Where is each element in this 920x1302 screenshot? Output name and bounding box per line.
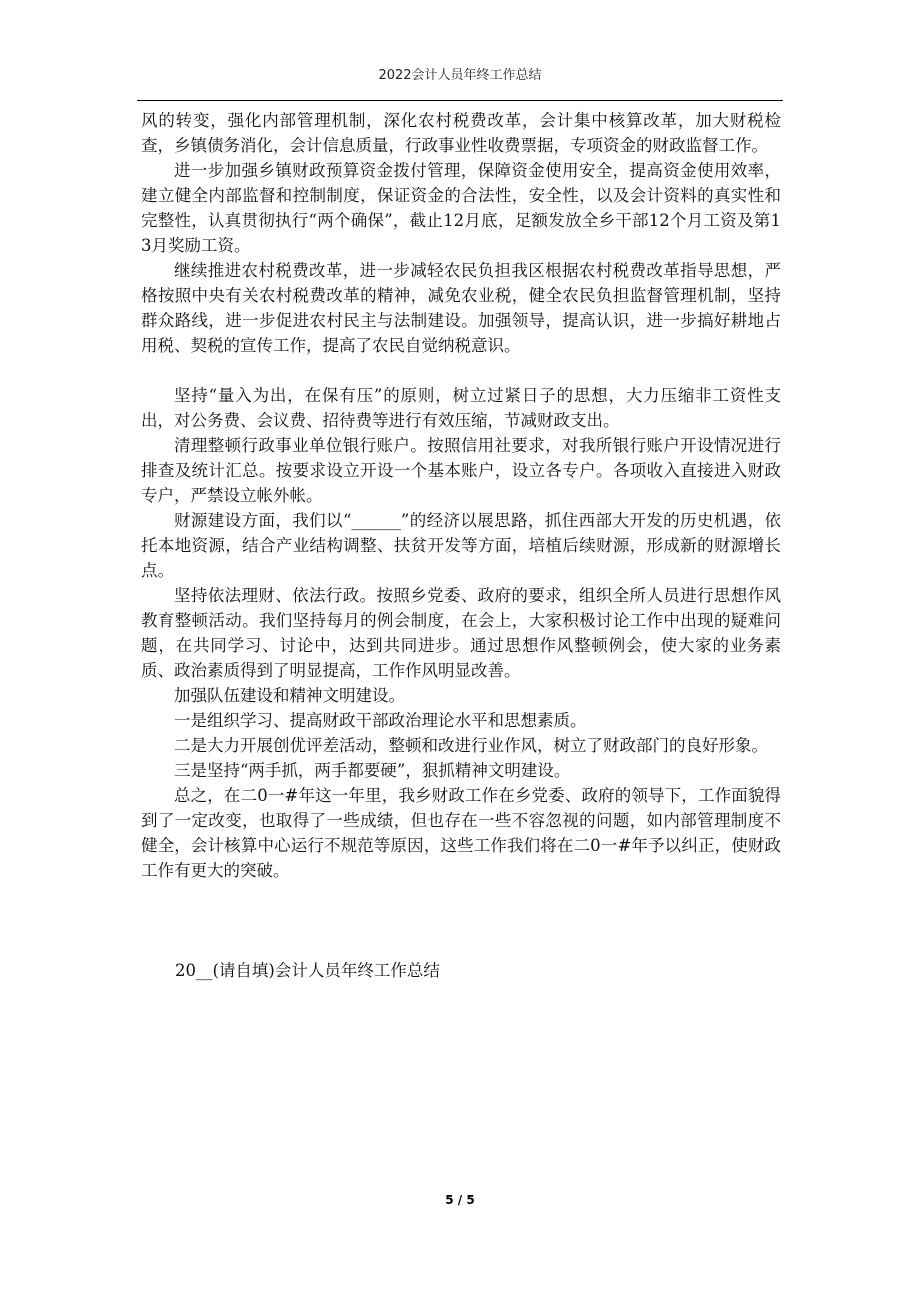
paragraph-2: 进一步加强乡镇财政预算资金拨付管理，保障资金使用安全，提高资金使用效率，建立健全内部监督和控制制度，保证资金的合法性，安全性，以及会计资料的真实性和完整性，认真贯彻执行“两个确保”，截止12月底，足额发放全乡干部12个月工资及第13月奖励工资。 bbox=[141, 161, 781, 255]
paragraph-8: 加强队伍建设和精神文明建设。 bbox=[174, 686, 405, 705]
paragraph-gap bbox=[141, 358, 781, 383]
paragraph-7: 坚持依法理财、依法行政。按照乡党委、政府的要求，组织全所人员进行思想作风教育整顿活动。我们坚持每月的例会制度，在会上，大家积极讨论工作中出现的疑难问题，在共同学习、讨论中，达到共同进步。通过思想作风整顿例会，使大家的业务素质、政治素质得到了明显提高，工作作风明显改善。 bbox=[141, 586, 781, 680]
document-body bbox=[141, 108, 781, 883]
paragraph-6: 财源建设方面，我们以“______”的经济以展思路，抓住西部大开发的历史机遇，依托本地资源，结合产业结构调整、扶贫开发等方面，培植后续财源，形成新的财源增长点。 bbox=[141, 511, 781, 580]
paragraph-10: 二是大力开展创优评差活动，整顿和改进行业作风，树立了财政部门的良好形象。 bbox=[174, 736, 768, 755]
header-divider bbox=[137, 100, 783, 101]
paragraph-4: 坚持“量入为出，在保有压”的原则，树立过紧日子的思想，大力压缩非工资性支出，对公务费、会议费、招待费等进行有效压缩，节减财政支出。 bbox=[141, 386, 781, 430]
closing-title: 20__(请自填)会计人员年终工作总结 bbox=[175, 961, 440, 980]
page-header-title: 2022会计人员年终工作总结 bbox=[378, 68, 542, 83]
paragraph-3: 继续推进农村税费改革，进一步减轻农民负担我区根据农村税费改革指导思想，严格按照中央有关农村税费改革的精神，减免农业税，健全农民负担监督管理机制，坚持群众路线，进一步促进农村民主与法制建设。加强领导，提高认识，进一步搞好耕地占用税、契税的宣传工作，提高了农民自觉纳税意识。 bbox=[141, 261, 781, 355]
paragraph-1: 风的转变，强化内部管理机制，深化农村税费改革，会计集中核算改革，加大财税检查，乡镇债务消化，会计信息质量，行政事业性收费票据，专项资金的财政监督工作。 bbox=[141, 111, 781, 155]
paragraph-9: 一是组织学习、提高财政干部政治理论水平和思想素质。 bbox=[174, 711, 587, 730]
paragraph-11: 三是坚持“两手抓，两手都要硬”，狠抓精神文明建设。 bbox=[174, 761, 571, 780]
paragraph-5: 清理整顿行政事业单位银行账户。按照信用社要求，对我所银行账户开设情况进行排查及统计汇总。按要求设立开设一个基本账户，设立各专户。各项收入直接进入财政专户，严禁设立帐外帐。 bbox=[141, 436, 781, 505]
paragraph-12: 总之，在二0一#年这一年里，我乡财政工作在乡党委、政府的领导下，工作面貌得到了一定改变，也取得了一些成绩，但也存在一些不容忽视的问题，如内部管理制度不健全，会计核算中心运行不规范等原因，这些工作我们将在二0一#年予以纠正，使财政工作有更大的突破。 bbox=[141, 786, 781, 880]
page-number: 5 / 5 bbox=[445, 1193, 475, 1207]
